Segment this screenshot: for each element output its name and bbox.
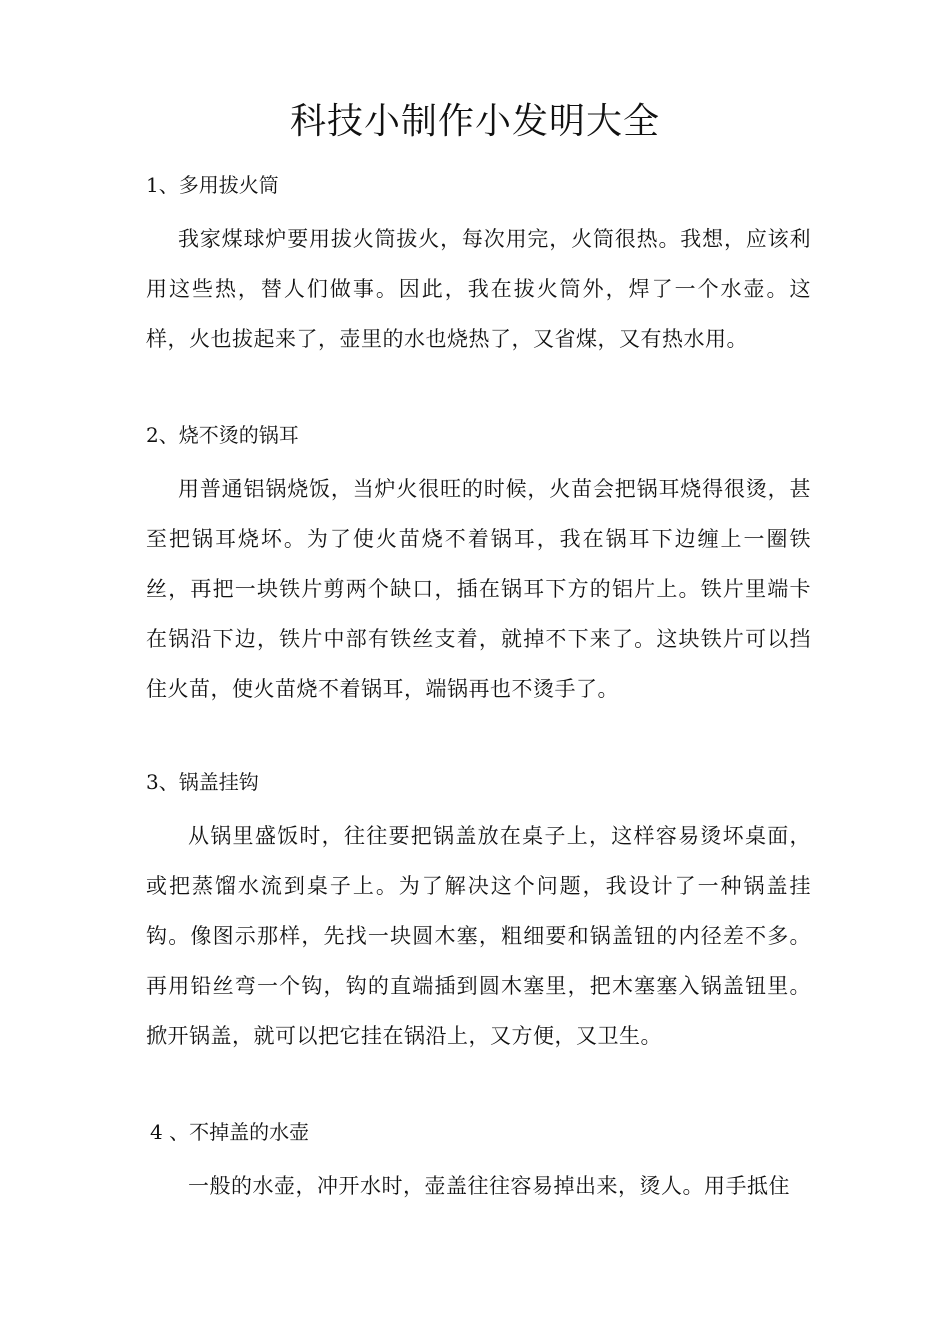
section-1 xyxy=(146,170,811,364)
section-heading: 1、多用拔火筒 xyxy=(146,173,279,197)
section-4 xyxy=(146,1117,811,1211)
section-paragraph: 从锅里盛饭时，往往要把锅盖放在桌子上，这样容易烫坏桌面，或把蒸馏水流到桌子上。为了解决这个问题，我设计了一种锅盖挂钩。像图示那样，先找一块圆木塞，粗细要和锅盖钮的内径差不多。再用铅丝弯一个钩，钩的直端插到圆木塞里，把木塞塞入锅盖钮里。掀开锅盖，就可以把它挂在锅沿上，又方便，又卫生。 xyxy=(146,824,811,1048)
section-2 xyxy=(146,420,811,714)
section-heading: 2、烧不烫的锅耳 xyxy=(146,423,299,447)
section-3 xyxy=(146,767,811,1061)
section-heading: 3、锅盖挂钩 xyxy=(146,770,259,794)
page-title: 科技小制作小发明大全 xyxy=(289,101,660,142)
section-paragraph: 一般的水壶，冲开水时，壶盖往往容易掉出来，烫人。用手抵住 xyxy=(188,1174,790,1198)
section-paragraph: 我家煤球炉要用拔火筒拔火，每次用完，火筒很热。我想，应该利用这些热，替人们做事。因此，我在拔火筒外，焊了一个水壶。这样，火也拔起来了，壶里的水也烧热了，又省煤，又有热水用。 xyxy=(146,227,811,351)
section-paragraph: 用普通铝锅烧饭，当炉火很旺的时候，火苗会把锅耳烧得很烫，甚至把锅耳烧坏。为了使火苗烧不着锅耳，我在锅耳下边缠上一圈铁丝，再把一块铁片剪两个缺口，插在锅耳下方的铝片上。铁片里端卡在锅沿下边，铁片中部有铁丝支着，就掉不下来了。这块铁片可以挡住火苗，使火苗烧不着锅耳，端锅再也不烫手了。 xyxy=(146,477,811,701)
section-heading: 4 、不掉盖的水壶 xyxy=(150,1120,310,1144)
